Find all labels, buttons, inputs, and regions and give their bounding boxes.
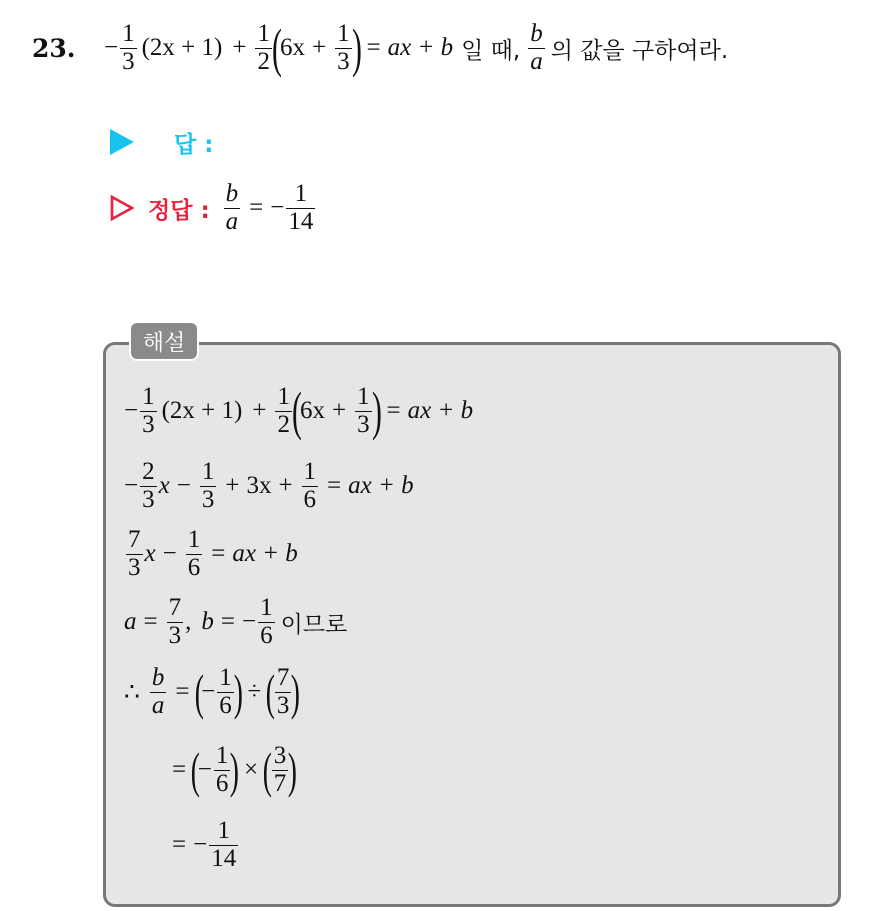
right-paren: ): [351, 18, 362, 78]
text-when: 일 때,: [461, 37, 521, 64]
text-find-value: 의 값을 구하여라.: [550, 37, 729, 64]
correct-answer-row: [110, 178, 317, 238]
solution-line-7: = − $\frac{1}{14}$: [172, 817, 237, 872]
play-solid-icon: [110, 129, 134, 155]
plus-sign-2: +: [311, 34, 327, 61]
fraction-one-third-2: $\frac{1}{3}$: [337, 20, 350, 75]
answer-row: [110, 124, 213, 160]
term-paren: (2x + 1): [141, 34, 223, 61]
solution-line-4: a = $\frac{7}{3}$ , b = − $\frac{1}{6}$ 이므로: [124, 594, 348, 649]
fraction-one-third: $\frac{1}{3}$: [122, 20, 135, 75]
fraction-one-half: $\frac{1}{2}$: [257, 20, 270, 75]
solution-line-6: = ( − $\frac{1}{6}$ ) × ( $\frac{3}{7}$ ): [172, 742, 298, 798]
correct-label: 정답 :: [148, 197, 210, 224]
solution-line-3: $\frac{7}{3}$ x − $\frac{1}{6}$ = ax + b: [128, 526, 298, 581]
solution-tag: 해설: [129, 321, 199, 361]
play-outline-icon: [110, 195, 134, 221]
answer-label: 답 :: [174, 131, 214, 158]
plus-sign: +: [232, 34, 247, 61]
six-x: 6x: [279, 34, 305, 61]
minus-sign: −: [104, 34, 119, 61]
solution-line-1: − $\frac{1}{3}$ (2x + 1) + $\frac{1}{2}$ ( 6x + $\frac{1}{3}$ ) = ax + b: [124, 381, 474, 441]
solution-line-5: ∴ $\frac{b}{a}$ = ( − $\frac{1}{6}$ ) ÷ ( $\frac{7}{3}$ ): [124, 664, 301, 720]
left-paren: (: [272, 18, 282, 78]
question-equation: [104, 18, 728, 78]
fraction-b-over-a: $\frac{b}{a}$: [530, 20, 543, 75]
question-number: 23.: [32, 33, 76, 63]
equals-sign: =: [366, 34, 381, 61]
solution-line-2: − $\frac{2}{3}$ x − $\frac{1}{3}$ + 3x + $\frac{1}{6}$ = ax + b: [124, 458, 414, 513]
rhs-expression: ax + b: [387, 34, 454, 61]
correct-answer-value: $\frac{b}{a}$ = − $\frac{1}{14}$: [225, 180, 314, 235]
